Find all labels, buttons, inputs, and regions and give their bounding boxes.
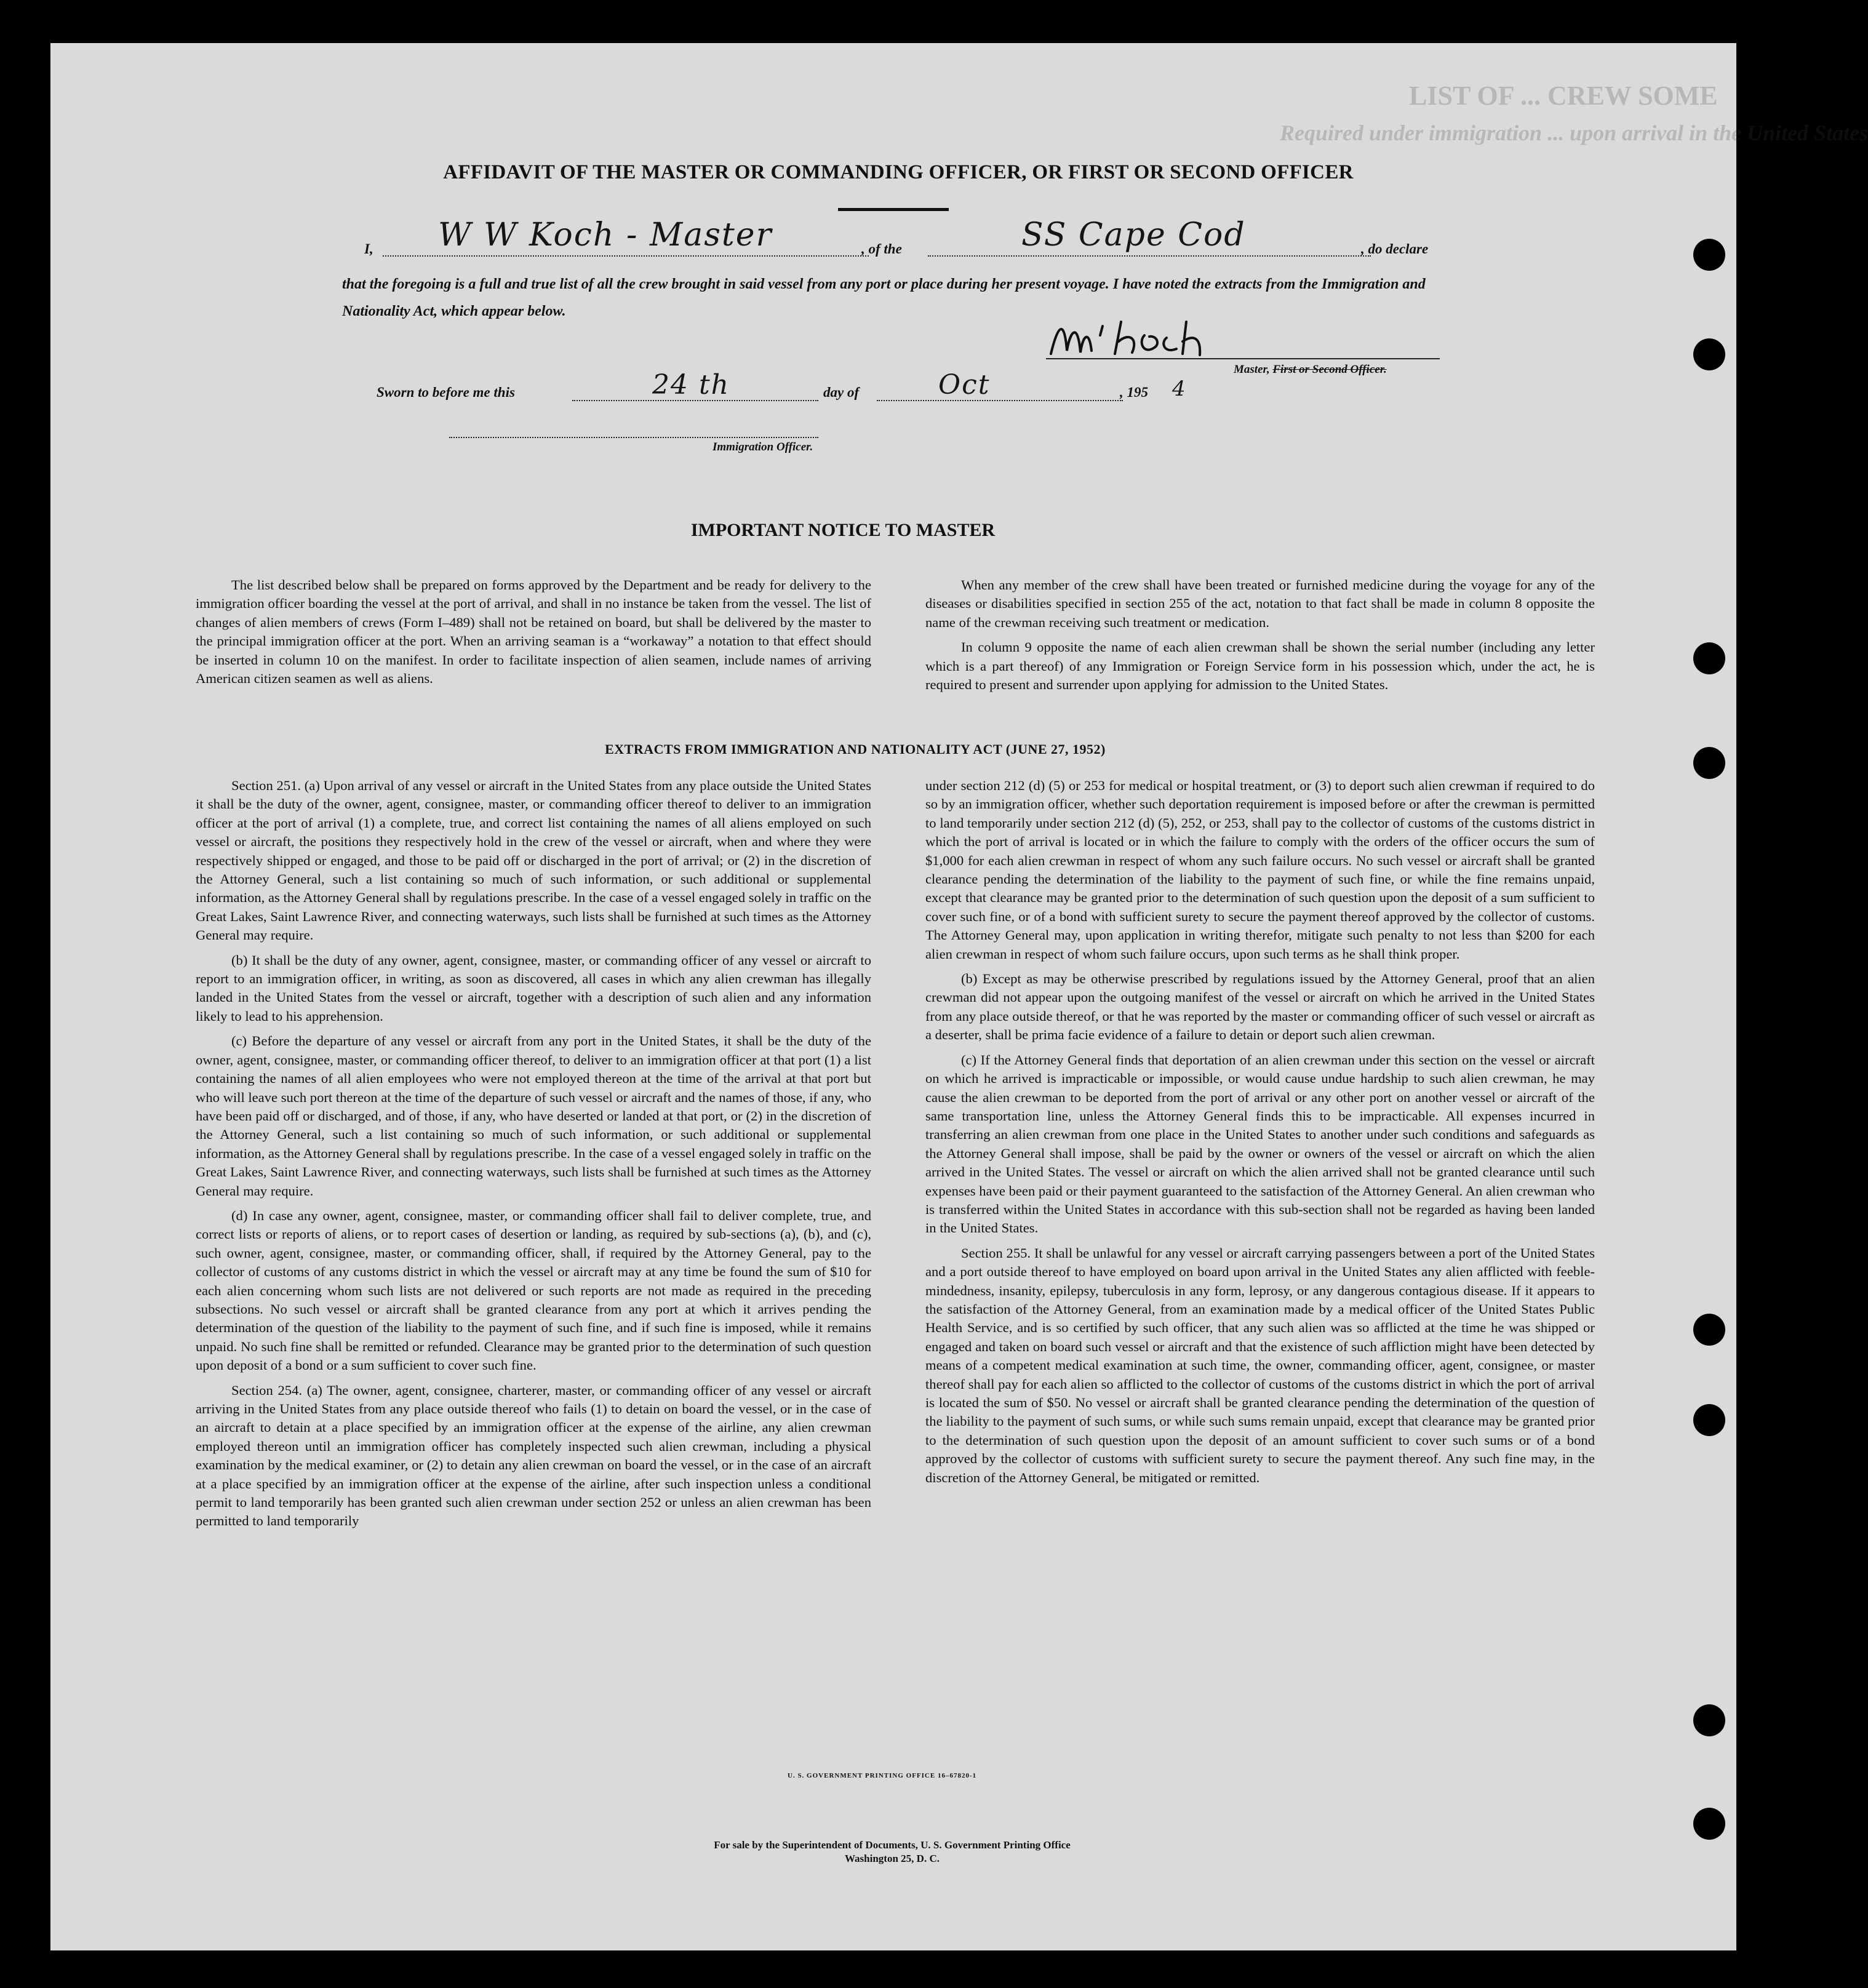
vessel-handwritten: SS Cape Cod — [1021, 217, 1246, 253]
i-label: I, — [364, 241, 373, 257]
month-field-line — [877, 375, 1123, 401]
name-handwritten: W W Koch - Master — [438, 217, 773, 253]
notice-left-column — [196, 576, 871, 694]
punch-hole — [1693, 747, 1725, 779]
notice-right-column — [925, 576, 1595, 700]
punch-hole — [1693, 1704, 1725, 1736]
extract-paragraph: (c) Before the departure of any vessel or aircraft from any port in the United States, it shall be the duty of the owner, agent, consignee, master, or commanding officer thereof, to deliver to an immigration officer at that port (1) a list containing the names of all alien employees who were not employed thereon at the time of the arrival at that port but who will leave such port thereon at the time of the departure of such vessel or aircraft and the names of those, if any, who have been paid off or discharged, and of those, if any, who have deserted or landed at that port, or (2) in the discretion of the Attorney General, such a list containing so much of such information, or such additional or supplemental information, as the Attorney General shall by regulations prescribe. In the case of a vessel engaged solely in traffic on the Great Lakes, Saint Lawrence River, and connecting waterways, such lists shall be furnished at such times as the Attorney General may require. — [196, 1033, 871, 1199]
punch-hole — [1693, 239, 1725, 271]
punch-hole — [1693, 338, 1725, 370]
officer-signature-line — [449, 425, 818, 438]
extract-paragraph: under section 212 (d) (5) or 253 for medical or hospital treatment, or (3) to deport such alien crewman if required to do so by an immigration officer, whether such deportation requirement is imposed before or after the crewman is permitted to land temporarily under section 212 (d) (5), 252, or 253, shall pay to the collector of customs of the customs district in which the port of arrival is located or in which the failure to comply with the orders of the officer occurs the sum of $1,000 for each alien crewman in respect of whom any such failure occurs. No such vessel or aircraft shall be granted clearance pending the determination of the liability to the payment of such fine, or while the fine remains unpaid, except that clearance may be granted prior to the determination of such question upon the deposit of a sum sufficient to cover such fine, or of a bond with sufficient surety to secure the payment thereof approved by the collector of customs. The Attorney General may, upon application in writing therefor, mitigate such penalty to not less than $200 for each alien crewman in respect of whom such failure occurs, upon such terms as he shall think proper. — [925, 778, 1595, 962]
extract-paragraph: (b) Except as may be otherwise prescribed by regulations issued by the Attorney General, proof that an alien crewman did not appear upon the outgoing manifest of the vessel or aircraft on which he arrived in the United States from any place outside thereof, or that he was reported by the master or commanding officer of such vessel or aircraft as a deserter, shall be prima facie evidence of a failure to detain or deport such alien crewman. — [925, 971, 1595, 1043]
year-printed: , 195 — [1120, 385, 1148, 400]
punch-hole — [1693, 642, 1725, 674]
day-handwritten: 24 th — [652, 369, 730, 401]
for-sale-line-2: Washington 25, D. C. — [845, 1853, 940, 1864]
affidavit-title: AFFIDAVIT OF THE MASTER OR COMMANDING OFFICER, OR FIRST OR SECOND OFFICER — [443, 161, 1354, 183]
for-sale-line-1: For sale by the Superintendent of Documents, U. S. Government Printing Office — [714, 1839, 1071, 1851]
bleed-through-heading: LIST OF ... CREW SOME — [1409, 81, 1718, 111]
notice-title: IMPORTANT NOTICE TO MASTER — [690, 520, 996, 540]
extract-paragraph: Section 254. (a) The owner, agent, consignee, charterer, master, or commanding officer of any vessel or aircraft arriving in the United States from any place outside thereof who fails (1) to detain on board the vessel, or in the case of an aircraft to detain at a place specified by an immigration officer at the expense of the airline, any alien crewman employed thereon until an immigration officer has completely inspected such alien crewman, including a physical examination by the medical examiner, or (2) to detain any alien crewman on board the vessel, or in the case of an aircraft at a place specified by an immigration officer at the expense of the airline, after such inspection unless a conditional permit to land temporarily has been granted such alien crewman under section 252 or unless an alien crewman has been permitted to land temporarily — [196, 1382, 871, 1529]
punch-hole — [1693, 1314, 1725, 1346]
signature-line — [1046, 345, 1440, 359]
bleed-through-rows — [1526, 197, 1674, 601]
month-handwritten: Oct — [938, 369, 991, 401]
extracts-title: EXTRACTS FROM IMMIGRATION AND NATIONALITY ACT (JUNE 27, 1952) — [605, 741, 1106, 757]
extracts-right-column — [925, 776, 1595, 1493]
master-label: Master, First or Second Officer. — [1234, 363, 1387, 376]
punch-hole — [1693, 1808, 1725, 1840]
sworn-label: Sworn to before me this — [377, 385, 515, 400]
year-handwritten: 4 — [1172, 377, 1187, 401]
day-of-label: day of — [823, 385, 860, 400]
of-the-label: , of the — [861, 241, 902, 257]
do-declare-label: , do declare — [1361, 241, 1429, 257]
notice-left-paragraph: The list described below shall be prepared on forms approved by the Department and be ready for delivery to the immigration officer boarding the vessel at the port of arrival, and shall in no instance be taken from the vessel. The list of changes of alien members of crews (Form I–489) shall not be retained on board, but shall be delivered by the master to the principal immigration officer at the port. When an arriving seaman is a “workaway” a notation to that effect should be inserted in column 10 on the manifest. In order to facilitate inspection of alien seamen, include names of arriving American citizen seamen as well as aliens. — [196, 577, 871, 687]
extract-paragraph: (c) If the Attorney General finds that deportation of an alien crewman under this section on the vessel or aircraft on which he arrived is impracticable or impossible, or would cause undue hardship to such alien crewman, he may cause the alien crewman to be deported from the port of arrival or any other port on another vessel or aircraft of the same transportation line, unless the Attorney General finds this to be impracticable. All expenses incurred in transferring an alien crewman from one place in the United States to another under such conditions and safeguards as the Attorney General shall impose, shall be paid by the owner or owners of the vessel or aircraft on which the alien arrived in the United States. The vessel or aircraft on which the alien arrived shall not be granted clearance until such expenses have been paid or their payment guaranteed to the satisfaction of the Attorney General. An alien crewman who is transferred within the United States in accordance with this sub-section shall not be regarded as having been landed in the United States. — [925, 1052, 1595, 1236]
notice-right-paragraph-1: When any member of the crew shall have been treated or furnished medicine during the voyage for any of the diseases or disabilities specified in section 255 of the act, notation to that fact shall be made in column 8 opposite the name of the crewman receiving such treatment or medication. — [925, 577, 1595, 630]
punch-hole — [1693, 1404, 1725, 1436]
extract-paragraph: (d) In case any owner, agent, consignee, master, or commanding officer shall fail to deliver complete, true, and correct lists or reports of aliens, or to report cases of desertion or landing, as required by sub-sections (a), (b), and (c), such owner, agent, consignee, master, or commanding officer, shall, if required by the Attorney General, pay to the collector of customs of any customs district in which the vessel or aircraft may at any time be found the sum of $10 for each alien concerning whom such lists are not delivered or such reports are not made as required in the preceding subsections. No such vessel or aircraft shall be granted clearance from any port at which it arrives pending the determination of the question of the liability to the payment of such fine, and if such fine is imposed, while it remains unpaid. No such fine shall be remitted or refunded. Clearance may be granted prior to the determination of such question upon deposit of a bond or a sum sufficient to cover such fine. — [196, 1207, 871, 1373]
extract-paragraph: Section 251. (a) Upon arrival of any vessel or aircraft in the United States from any place outside the United States it shall be the duty of the owner, agent, consignee, master, or commanding officer thereof to deliver to an immigration officer at the port of arrival (1) a complete, true, and correct list containing the names of all aliens employed on such vessel or aircraft, the positions they respectively hold in the crew of the vessel or aircraft, when and where they were respectively shipped or engaged, and those to be paid off or discharged in the port of arrival; or (2) in the discretion of the Attorney General, such a list containing so much of such information, or such additional or supplemental information, as the Attorney General shall by regulations prescribe. In the case of a vessel engaged solely in traffic on the Great Lakes, Saint Lawrence River, and connecting waterways, such lists shall be furnished at such times as the Attorney General may require. — [196, 778, 871, 943]
for-sale-note — [554, 1838, 1231, 1866]
declaration-text: that the foregoing is a full and true list of all the crew brought in said vessel from any port or place during her present voyage. I have noted the extracts from the Immigration and Nationality Act, which appear below. — [342, 276, 1426, 319]
extract-paragraph: Section 255. It shall be unlawful for any vessel or aircraft carrying passengers between a port of the United States and a port outside thereof to have employed on board upon arrival in the United States any alien afflicted with feeble-mindedness, insanity, epilepsy, tuberculosis in any form, leprosy, or any dangerous contagious disease. If it appears to the satisfaction of the Attorney General, from an examination made by a medical officer of the United States Public Health Service, and is so certified by such officer, that any such alien was so afflicted at the time he was shipped or engaged and taken on board such vessel or aircraft and that the existence of such affliction might have been detected by means of a competent medical examination at such time, the owner, commanding officer, agent, consignee, or master thereof shall pay for each alien so afflicted to the collector of customs of the customs district in which the port of arrival is located the sum of $50. No vessel or aircraft shall be granted clearance pending the determination of the question of the liability to the payment of such sums, or while such sums remain unpaid, except that clearance may be granted prior to the determination of such question upon the deposit of an amount sufficient to cover such sums or of a bond approved by the collector of customs with sufficient surety to secure the payment thereof. Any such fine may, in the discretion of the Attorney General, be mitigated or remitted. — [925, 1245, 1595, 1485]
gpo-imprint: U. S. GOVERNMENT PRINTING OFFICE 16–67820-1 — [788, 1772, 977, 1779]
immigration-officer-label: Immigration Officer. — [712, 441, 813, 453]
title-rule — [838, 208, 949, 211]
notice-right-paragraph-2: In column 9 opposite the name of each alien crewman shall be shown the serial number (including any letter which is a part thereof) of any Immigration or Foreign Service form in his possession which, under the act, he is required to present and surrender upon applying for admission to the United States. — [925, 639, 1595, 693]
extracts-left-column — [196, 776, 871, 1537]
extract-paragraph: (b) It shall be the duty of any owner, agent, consignee, master, or commanding officer of any vessel or aircraft to report to an immigration officer, in writing, as soon as discovered, all cases in which any alien crewman has illegally landed in the United States from the vessel or aircraft, together with a description of such alien and any information likely to lead to his apprehension. — [196, 952, 871, 1024]
bleed-through-subheading: Required under immigration ... upon arrival in the United States — [1280, 121, 1868, 145]
